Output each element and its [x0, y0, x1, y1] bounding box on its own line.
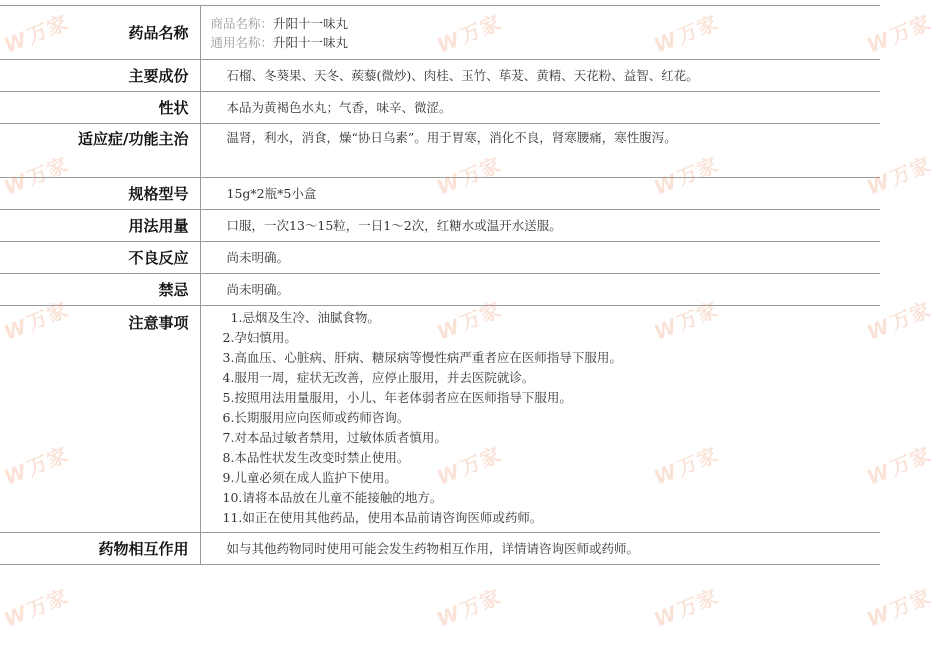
value-ingredients: 石榴、冬葵果、天冬、蒺藜(微炒)、肉桂、玉竹、荜茇、黄精、天花粉、益智、红花。 — [200, 60, 880, 92]
value-drug-name — [200, 6, 880, 60]
watermark-logo: W万家 — [863, 152, 935, 200]
watermark-logo: W万家 — [433, 584, 505, 632]
trade-name-key: 商品名称： — [210, 15, 274, 31]
generic-name-line — [211, 33, 881, 52]
watermark-logo: W万家 — [863, 10, 935, 58]
watermark-logo: W万家 — [650, 584, 722, 632]
trade-name-line — [211, 14, 881, 33]
row-adverse — [0, 242, 880, 274]
watermark-logo: W万家 — [863, 584, 935, 632]
label-indications: 适应症/功能主治 — [0, 124, 200, 178]
precaution-item: 2.孕妇慎用。 — [222, 330, 297, 345]
value-precautions — [200, 306, 880, 533]
row-dosage — [0, 210, 880, 242]
value-spec: 15g*2瓶*5小盒 — [200, 178, 880, 210]
row-indications — [0, 124, 880, 178]
watermark-logo: W万家 — [650, 10, 722, 58]
label-ingredients: 主要成份 — [0, 60, 200, 92]
precaution-item: 11.如正在使用其他药品，使用本品前请咨询医师或药师。 — [222, 510, 543, 525]
precaution-item: 7.对本品过敏者禁用，过敏体质者慎用。 — [222, 430, 447, 445]
watermark-logo: W万家 — [0, 584, 72, 632]
watermark-logo: W万家 — [650, 442, 722, 490]
precaution-item: 1.忌烟及生冷、油腻食物。 — [230, 310, 380, 325]
watermark-logo: W万家 — [0, 152, 72, 200]
drug-spec-table — [0, 5, 880, 565]
row-appearance — [0, 92, 880, 124]
label-precautions: 注意事项 — [0, 306, 200, 533]
row-drug-name — [0, 6, 880, 60]
watermark-logo: W万家 — [433, 442, 505, 490]
precaution-item: 3.高血压、心脏病、肝病、糖尿病等慢性病严重者应在医师指导下服用。 — [222, 350, 622, 365]
label-dosage: 用法用量 — [0, 210, 200, 242]
watermark-logo: W万家 — [433, 10, 505, 58]
label-drug-name: 药品名称 — [0, 6, 200, 60]
precaution-item: 5.按照用法用量服用，小儿、年老体弱者应在医师指导下服用。 — [222, 390, 572, 405]
row-spec — [0, 178, 880, 210]
watermark-logo: W万家 — [0, 442, 72, 490]
trade-name-value: 升阳十一味丸 — [273, 15, 349, 31]
watermark-logo: W万家 — [0, 10, 72, 58]
watermark-logo: W万家 — [863, 297, 935, 345]
watermark-logo: W万家 — [433, 297, 505, 345]
value-adverse: 尚未明确。 — [200, 242, 880, 274]
row-precautions — [0, 306, 880, 533]
value-indications: 温肾，利水，消食，燥“协日乌素”。用于胃寒，消化不良，肾寒腰痛，寒性腹泻。 — [200, 124, 880, 178]
label-spec: 规格型号 — [0, 178, 200, 210]
row-ingredients — [0, 60, 880, 92]
precaution-item: 6.长期服用应向医师或药师咨询。 — [222, 410, 410, 425]
generic-name-value: 升阳十一味丸 — [273, 34, 349, 50]
label-interactions: 药物相互作用 — [0, 533, 200, 565]
watermark-logo: W万家 — [0, 297, 72, 345]
watermark-logo: W万家 — [650, 297, 722, 345]
precaution-item: 9.儿童必须在成人监护下使用。 — [222, 470, 397, 485]
watermark-logo: W万家 — [433, 152, 505, 200]
watermark-logo: W万家 — [863, 442, 935, 490]
value-dosage: 口服，一次13～15粒，一日1～2次，红糖水或温开水送服。 — [200, 210, 880, 242]
label-adverse: 不良反应 — [0, 242, 200, 274]
value-interactions: 如与其他药物同时使用可能会发生药物相互作用，详情请咨询医师或药师。 — [200, 533, 880, 565]
label-contraindications: 禁忌 — [0, 274, 200, 306]
watermark-logo: W万家 — [650, 152, 722, 200]
row-interactions — [0, 533, 880, 565]
precaution-item: 8.本品性状发生改变时禁止使用。 — [222, 450, 410, 465]
generic-name-key: 通用名称： — [210, 34, 274, 50]
value-appearance: 本品为黄褐色水丸；气香，味辛、微涩。 — [200, 92, 880, 124]
precaution-item: 10.请将本品放在儿童不能接触的地方。 — [222, 490, 443, 505]
label-appearance: 性状 — [0, 92, 200, 124]
value-contraindications: 尚未明确。 — [200, 274, 880, 306]
precaution-item: 4.服用一周，症状无改善，应停止服用，并去医院就诊。 — [222, 370, 535, 385]
row-contraindications — [0, 274, 880, 306]
